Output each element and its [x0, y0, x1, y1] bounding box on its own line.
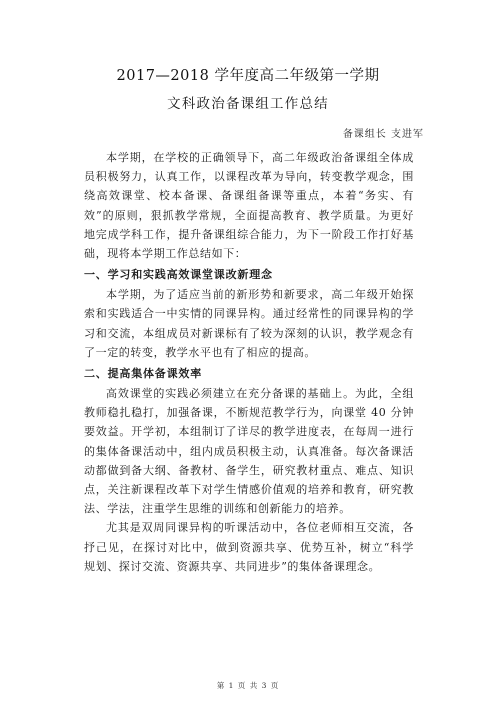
intro-paragraph: 本学期，在学校的正确领导下，高二年级政治备课组全体成员积极努力，认真工作，以课程改革为导向，转变教学观念，围绕高效课堂、校本备课、备课组备课等重点，本着“务实、有效”的原则，狠抓教学常规，全面提高教育、教学质量。为更好地完成学科工作，提升备课组综合能力，为下一阶段工作打好基础，现将本学期工作总结如下：	[84, 151, 414, 261]
author-line: 备课组长 支进军	[342, 129, 424, 140]
section-2-paragraph-2: 尤其是双周同课异构的听课活动中，各位老师相互交流，各抒己见，在探讨对比中，做到资源共享、优势互补，树立“科学规划、探讨交流、资源共享、共同进步”的集体备课理念。	[84, 521, 414, 573]
document-subtitle: 文科政治备课组工作总结	[167, 96, 329, 112]
page-footer: 第 1 页 共 3 页	[216, 681, 280, 690]
section-1-paragraph-1: 本学期，为了适应当前的新形势和新要求，高二年级开始探索和实践适合一中实情的同课异构。通过经常性的同课异构的学习和交流，本组成员对新课标有了较为深刻的认识，教学观念有了一定的转变，教学水平也有了相应的提高。	[84, 288, 414, 359]
section-1-heading: 一、学习和实践高效课堂课改新理念	[84, 268, 273, 282]
section-2-heading: 二、提高集体备课效率	[84, 367, 202, 381]
document-body	[84, 148, 414, 576]
document-title: 2017—2018 学年度高二年级第一学期	[116, 68, 380, 84]
section-2-paragraph-1: 高效课堂的实践必须建立在充分备课的基础上。为此，全组教师稳扎稳打，加强备课，不断规范教学行为，向课堂 40 分钟要效益。开学初，本组制订了详尽的教学进度表，在每周一进行的集体备课活动中，组内成员积极主动，认真准备。每次备课活动都做到备大纲、备教材、备学生，研究教材重点、难点、知识点，关注新课程改革下对学生情感价值观的培养和教育，研究教法、学法，注重学生思维的训练和创新能力的培养。	[84, 387, 414, 516]
